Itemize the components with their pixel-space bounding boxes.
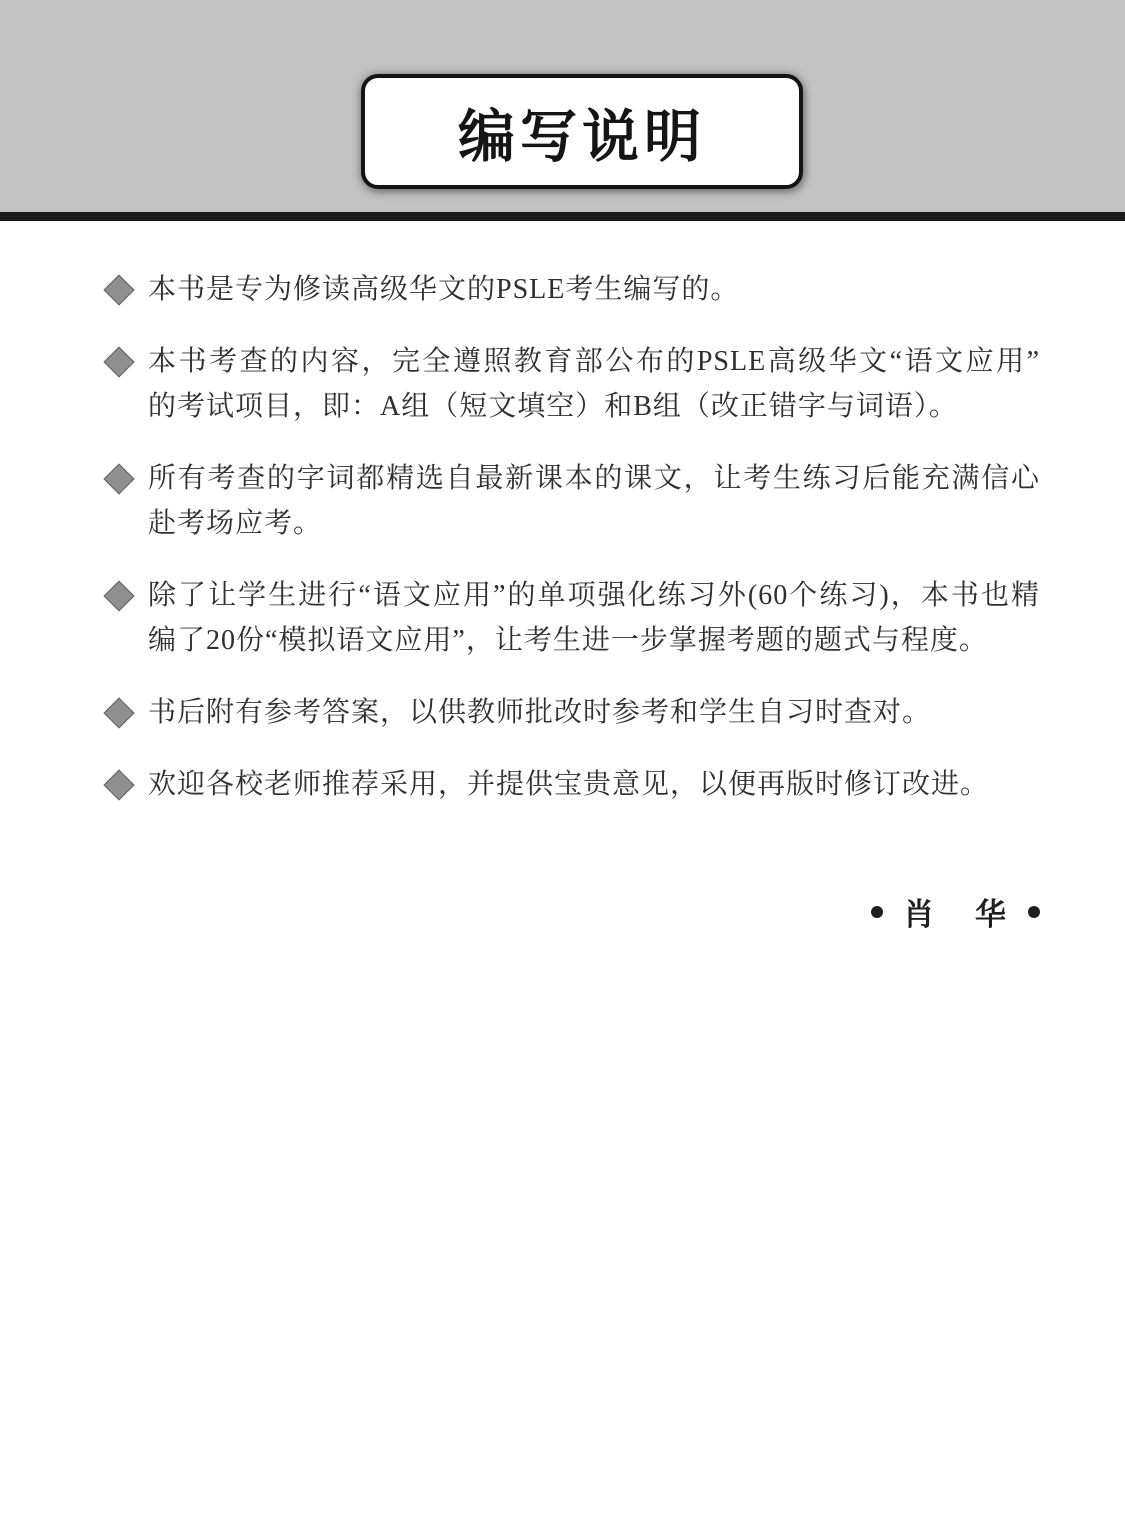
bullet-text-line: 欢迎各校老师推荐采用，并提供宝贵意见，以便再版时修订改进。 <box>148 769 990 800</box>
diamond-bullet-icon <box>103 769 134 800</box>
author-dot-icon <box>871 906 883 918</box>
page-title: 编写说明 <box>458 103 706 170</box>
diamond-bullet-icon <box>103 697 134 728</box>
bullet-text-line: 的考试项目，即：A组（短文填空）和B组（改正错字与词语）。 <box>148 391 958 422</box>
bullet-text-line: 除了让学生进行“语文应用”的单项强化练习外(60个练习)，本书也精 <box>148 580 1040 611</box>
bullet-item <box>148 573 1040 663</box>
author-name: 肖 华 <box>903 897 1008 933</box>
bullet-item <box>148 456 1040 546</box>
author-signature <box>148 889 1040 934</box>
author-dot-icon <box>1028 906 1040 918</box>
diamond-bullet-icon <box>103 274 134 305</box>
header-rule <box>0 212 1125 221</box>
bullet-item <box>148 339 1040 429</box>
bullet-text-line: 书后附有参考答案，以供教师批改时参考和学生自习时查对。 <box>148 697 932 728</box>
title-box <box>361 74 803 189</box>
bullet-text-line: 所有考查的字词都精选自最新课本的课文，让考生练习后能充满信心 <box>148 463 1040 494</box>
bullet-text-line: 赴考场应考。 <box>148 508 323 539</box>
header-band <box>0 0 1125 212</box>
bullet-text-line: 本书是专为修读高级华文的PSLE考生编写的。 <box>148 274 740 305</box>
bullet-text-line: 编了20份“模拟语文应用”，让考生进一步掌握考题的题式与程度。 <box>148 625 988 656</box>
bullet-item <box>148 690 1040 735</box>
bullet-text-line: 本书考查的内容，完全遵照教育部公布的PSLE高级华文“语文应用” <box>148 346 1040 377</box>
bullet-item <box>148 762 1040 807</box>
diamond-bullet-icon <box>103 463 134 494</box>
bullet-item <box>148 267 1040 312</box>
diamond-bullet-icon <box>103 580 134 611</box>
content <box>0 221 1125 934</box>
diamond-bullet-icon <box>103 346 134 377</box>
